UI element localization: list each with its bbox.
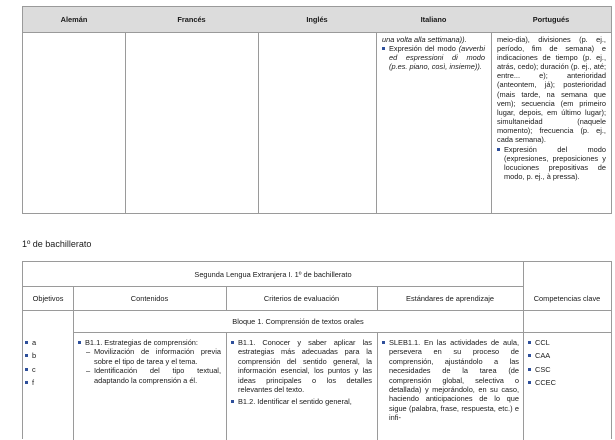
competencias-list	[528, 338, 608, 388]
table-title: Segunda Lengua Extranjera I. 1º de bachillerato	[194, 269, 352, 279]
header-competencias: Competencias clave	[533, 293, 601, 303]
objetivos-list	[25, 338, 71, 388]
header-contenidos: Contenidos	[130, 294, 169, 303]
header-italiano: Italiano	[376, 7, 491, 33]
italiano-bullet-rest: (avverbi ed espressioni di modo (p.es. piano, così, insieme)).	[389, 44, 485, 71]
divider	[73, 332, 611, 333]
header-frances: Francés	[125, 7, 258, 33]
section-heading: 1º de bachillerato	[22, 239, 92, 249]
bachillerato-table	[22, 261, 612, 439]
estandar-item: SLEB1.1. En las actividades de aula, persevera en su proceso de comprensión, ajustándolo a las necesidades de la tarea (de comprensión global, selectiva o detallada) y mejorándolo, en su caso, haciendo anticipaciones de lo que sigue (palabra, frase, respuesta, etc.) e infi-	[382, 338, 519, 423]
col-ingles	[258, 7, 377, 213]
header-criterios: Criterios de evaluación	[263, 294, 340, 303]
list-item: c	[25, 365, 71, 374]
header-estandares: Estándares de aprendizaje	[406, 294, 494, 303]
header-portugues: Portugués	[491, 7, 611, 33]
estandares-cell	[382, 338, 519, 423]
header-ingles: Inglés	[258, 7, 376, 33]
list-item: CSC	[528, 365, 608, 374]
italiano-line1: una volta alla settimana)).	[382, 35, 467, 44]
italiano-bullet	[382, 44, 485, 71]
divider	[377, 333, 378, 440]
italiano-bullet-label: Expresión del modo	[389, 44, 456, 53]
list-item: a	[25, 338, 71, 347]
contenidos-sub: – Identificación del tipo textual, adaptando la comprensión a él.	[85, 366, 221, 385]
col-portugues	[491, 7, 611, 213]
portugues-para1: meio-dia), divisiones (p. ej., período, fim de semana) e indicaciones de tiempo (p. ej., atrás, cedo); duración (p. ej., até; entre... e); anterioridad (anteontem, já); posterioridad (mais tarde, na semana que vem); secuencia (em primeiro lugar, depois, em último lugar); simultaneidad (naquele momento); frecuencia (p. ej., cada semana).	[497, 35, 606, 145]
divider	[226, 287, 227, 310]
languages-table	[22, 6, 612, 214]
col-italiano	[376, 7, 492, 213]
list-item: CCEC	[528, 378, 608, 387]
col-frances	[125, 7, 259, 213]
cell-italiano	[376, 32, 491, 213]
contenidos-cell	[78, 338, 221, 385]
list-item: CCL	[528, 338, 608, 347]
list-item: f	[25, 378, 71, 387]
divider	[377, 287, 378, 310]
portugues-bullet: Expresión del modo (expresiones, preposiciones y locuciones prepositivas de modo, p. ej., à pressa).	[497, 145, 606, 181]
criterio-item: B1.1. Conocer y saber aplicar las estrategias más adecuadas para la comprensión del sentido general, la información esencial, los puntos y las ideas principales o los detalles relevantes del texto.	[231, 338, 372, 394]
criterio-item: B1.2. Identificar el sentido general,	[231, 397, 372, 406]
criterios-cell	[231, 338, 372, 407]
col-aleman	[23, 7, 126, 213]
cell-portugues	[491, 32, 611, 213]
divider	[523, 262, 524, 440]
divider	[226, 333, 227, 440]
cell-frances	[125, 32, 258, 213]
list-item: CAA	[528, 351, 608, 360]
divider	[73, 287, 74, 440]
contenidos-sub: – Movilización de información previa sobre el tipo de tarea y el tema.	[85, 347, 221, 366]
header-aleman: Alemán	[23, 7, 125, 33]
cell-ingles	[258, 32, 376, 213]
contenidos-item: B1.1. Estrategias de comprensión:	[78, 338, 221, 347]
list-item: b	[25, 351, 71, 360]
header-objetivos: Objetivos	[32, 294, 64, 303]
cell-aleman	[23, 32, 125, 213]
block-title: Bloque 1. Comprensión de textos orales	[232, 317, 364, 326]
